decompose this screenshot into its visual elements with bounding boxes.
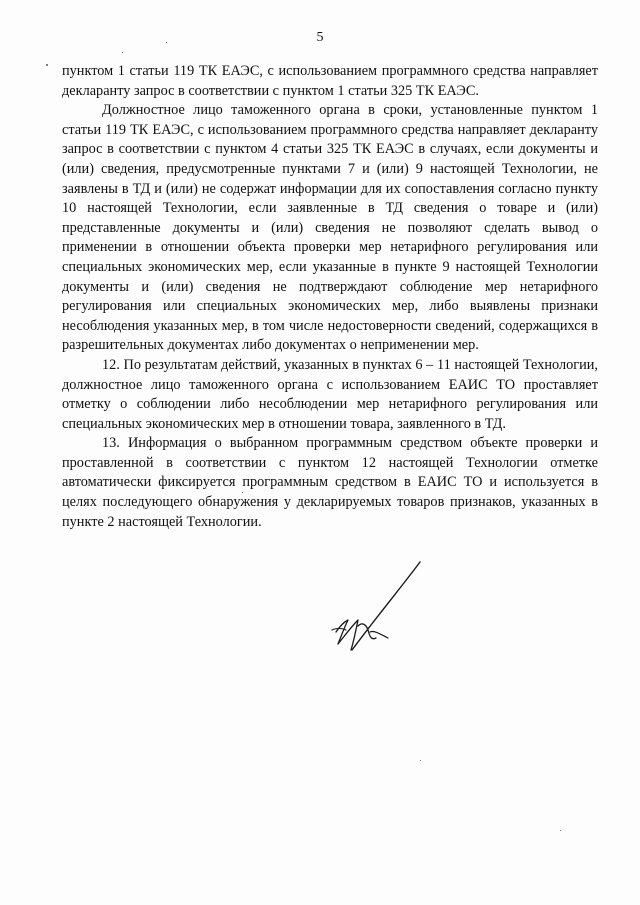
scan-speck [242, 492, 243, 493]
handwritten-signature [318, 560, 428, 660]
scan-speck [420, 760, 421, 761]
scan-speck [46, 64, 48, 66]
paragraph-item-12: 12. По результатам действий, указанных в пунктах 6 – 11 настоящей Технологии, должностное лицо таможенного органа с использованием ЕАИС ТО проставляет отметку о соблюдении либо несоблюдении мер нетарифного регулирования или специальных экономических мер в отношении товара, заявленного в ТД. [62, 356, 598, 432]
page-number: 5 [316, 30, 324, 45]
scan-speck [560, 830, 561, 831]
scan-speck [166, 42, 167, 43]
paragraph-official-request: Должностное лицо таможенного органа в сроки, установленные пунктом 1 статьи 119 ТК ЕАЭС, с использованием программного средства направляет декларанту запрос в соответствии с пунктом 4 статьи 325 ТК ЕАЭС в случаях, если документы и (или) сведения, предусмотренные пунктами 7 и (или) 9 настоящей Технологии, не заявлены в ТД и (или) не содержат информации для их сопоставления согласно пункту 10 настоящей Технологии, если заявленные в ТД сведения о товаре и (или) представленные документы и (или) сведения не позволяют сделать вывод о применении в отношении объекта проверки мер нетарифного регулирования или специальных экономических мер, если указанные в пункте 9 настоящей Технологии документы и (или) сведения не подтверждают соблюдение мер нетарифного регулирования или специальных экономических мер, либо выявлены признаки несоблюдения указанных мер, в том числе недостоверности сведений, содержащихся в разрешительных документах либо документах о неприменении мер. [62, 102, 598, 354]
paragraph-continuation: пунктом 1 статьи 119 ТК ЕАЭС, с использованием программного средства направляет декларанту запрос в соответствии с пунктом 1 статьи 325 ТК ЕАЭС. [62, 63, 598, 99]
paragraph-item-13: 13. Информация о выбранном программным средством объекте проверки и проставленной в соответствии с пунктом 12 настоящей Технологии отметке автоматически фиксируется программным средством в ЕАИС ТО и используется в целях последующего обнаружения у декларируемых товаров признаков, указанных в пункте 2 настоящей Технологии. [62, 435, 598, 530]
scan-speck [122, 52, 123, 53]
document-body [62, 62, 598, 532]
